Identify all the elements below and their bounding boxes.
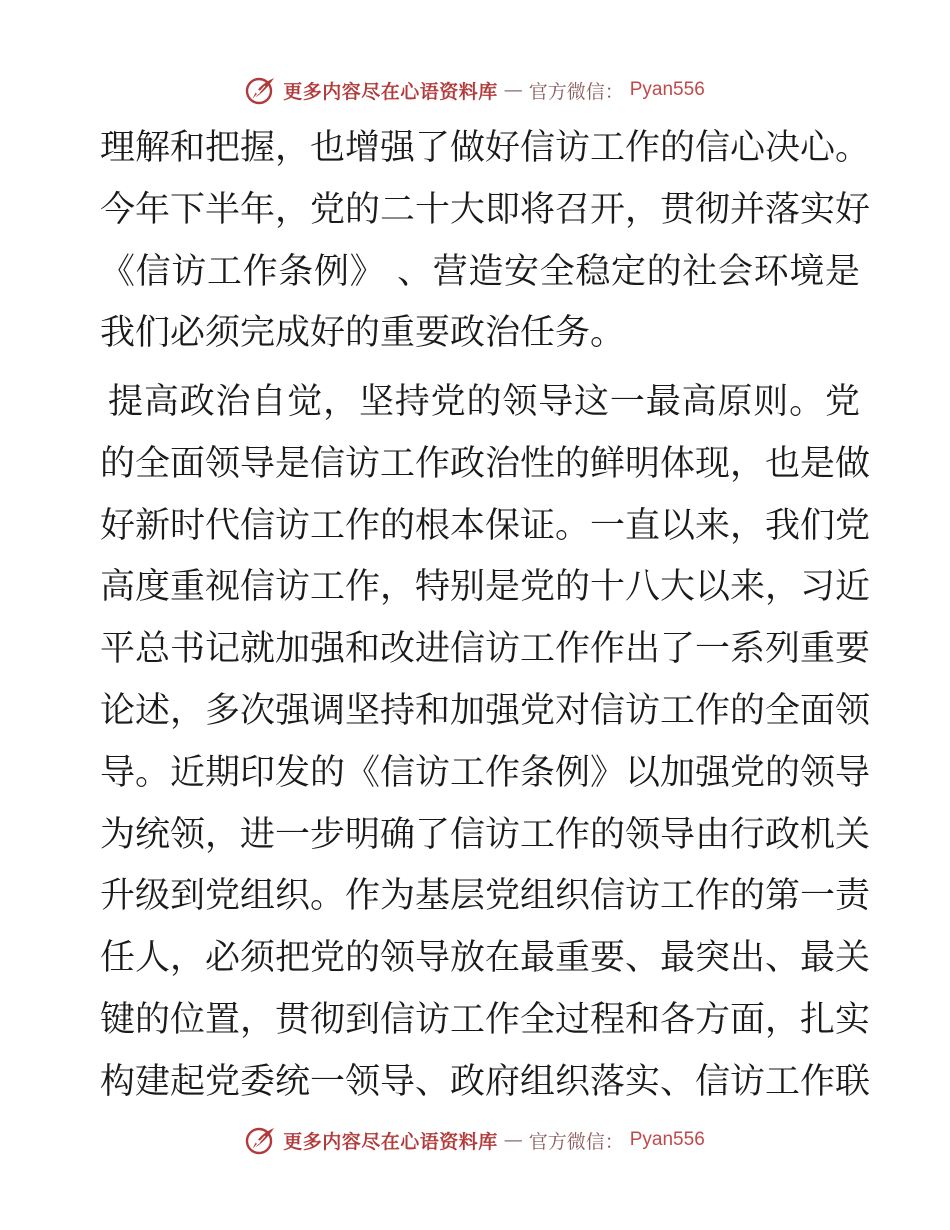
text-line: 高度重视信访工作，特别是党的十八大以来，习近 bbox=[100, 567, 871, 608]
watermark-library-name: 更多内容尽在心语资料库 bbox=[283, 80, 498, 103]
feather-pen-logo-icon bbox=[245, 74, 277, 106]
watermark-official-label: 官方微信： bbox=[528, 80, 624, 103]
feather-pen-logo-icon bbox=[245, 1124, 277, 1156]
text-line: 论述，多次强调坚持和加强党对信访工作的全面领 bbox=[100, 690, 871, 731]
text-line: 我们必须完成好的重要政治任务。 bbox=[100, 313, 626, 354]
paragraph-continuation bbox=[100, 118, 871, 365]
header-watermark bbox=[0, 70, 950, 110]
text-line: 好新时代信访工作的根本保证。一直以来，我们党 bbox=[100, 505, 871, 546]
text-line: 平总书记就加强和改进信访工作作出了一系列重要 bbox=[100, 629, 871, 670]
watermark-separator: — bbox=[503, 1129, 523, 1151]
watermark-separator: — bbox=[503, 79, 523, 101]
watermark-wechat-id: Pyan556 bbox=[629, 79, 705, 100]
text-line: 导。近期印发的《信访工作条例》以加强党的领导 bbox=[100, 752, 871, 793]
text-line: 为统领，进一步明确了信访工作的领导由行政机关 bbox=[100, 814, 871, 855]
watermark-library-name: 更多内容尽在心语资料库 bbox=[283, 1130, 498, 1153]
text-line: 《信访工作条例》 、营造安全稳定的社会环境是 bbox=[100, 251, 860, 292]
paragraph-party-leadership bbox=[100, 372, 871, 1114]
text-line: 理解和把握，也增强了做好信访工作的信心决心。 bbox=[100, 128, 871, 168]
footer-watermark bbox=[0, 1120, 950, 1160]
text-line: 提高政治自觉，坚持党的领导这一最高原则。党 bbox=[108, 382, 860, 422]
text-line: 升级到党组织。作为基层党组织信访工作的第一责 bbox=[100, 876, 871, 917]
watermark-official-label: 官方微信： bbox=[528, 1130, 624, 1153]
watermark-wechat-id: Pyan556 bbox=[629, 1129, 705, 1150]
text-line: 键的位置，贯彻到信访工作全过程和各方面，扎实 bbox=[100, 999, 871, 1040]
text-line: 构建起党委统一领导、政府组织落实、信访工作联 bbox=[100, 1061, 871, 1102]
text-line: 今年下半年，党的二十大即将召开，贯彻并落实好 bbox=[100, 189, 871, 230]
text-line: 任人，必须把党的领导放在最重要、最突出、最关 bbox=[100, 938, 871, 979]
text-line: 的全面领导是信访工作政治性的鲜明体现，也是做 bbox=[100, 443, 871, 484]
